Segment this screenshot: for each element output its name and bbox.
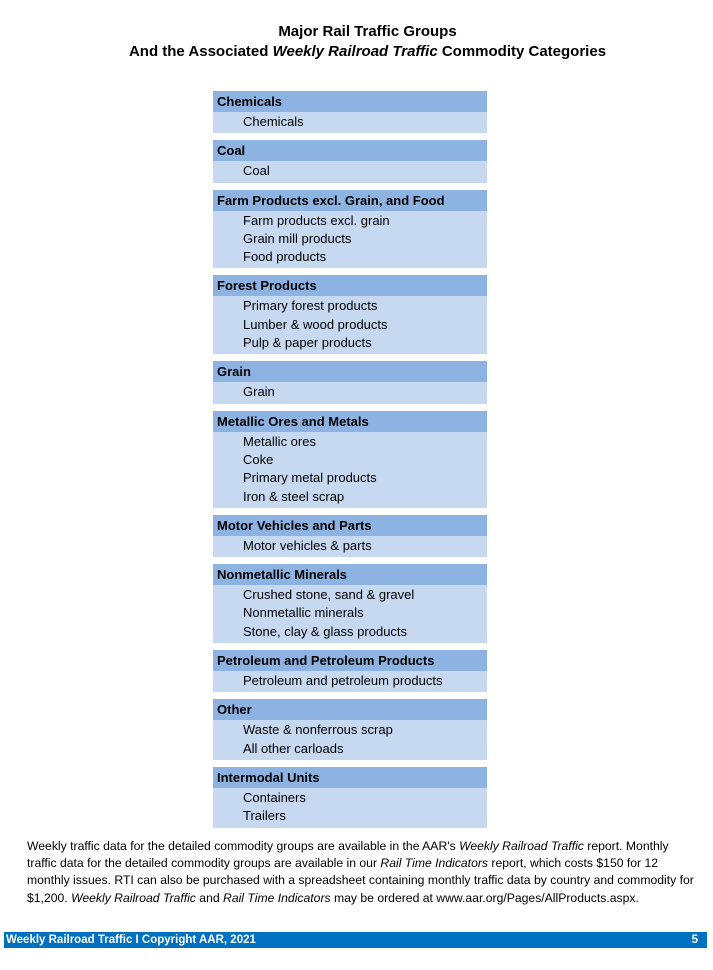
group-header: Metallic Ores and Metals [213,411,487,432]
group-items [213,382,487,403]
list-item: Containers [243,789,306,805]
list-item: Primary forest products [243,298,378,314]
list-item: Coal [243,163,270,179]
commodity-group [213,699,487,760]
group-header: Farm Products excl. Grain, and Food [213,190,487,211]
commodity-group [213,275,487,354]
group-header: Intermodal Units [213,767,487,788]
title-line-2 [0,42,713,62]
footnote-italic-2: Rail Time Indicators [380,856,489,871]
group-items [213,585,487,643]
footer-copyright: Weekly Railroad Traffic I Copyright AAR, 2021 [6,934,256,946]
commodity-group [213,361,487,403]
group-header: Other [213,699,487,720]
title-line-2-suffix: Commodity Categories [437,43,607,60]
group-header: Nonmetallic Minerals [213,564,487,585]
group-items [213,296,487,354]
footnote-text-1: Weekly traffic data for the detailed commodity groups are available in the AAR's [27,839,460,853]
page-title [0,22,713,62]
footnote-text-3: report, which costs $150 for 12 monthly issues. RTI can also be purchased with a spreadsheet containing monthly traffic data by country and commodity for $1,200. [27,856,694,905]
commodity-group [213,767,487,828]
commodity-group [213,140,487,182]
group-items [213,432,487,508]
footnote-text-4: and [195,890,224,905]
group-header: Petroleum and Petroleum Products [213,650,487,671]
list-item: Nonmetallic minerals [243,605,364,621]
list-item: Farm products excl. grain [243,212,390,228]
list-item: Coke [243,451,274,467]
group-header: Chemicals [213,91,487,112]
list-item: Petroleum and petroleum products [243,673,443,689]
commodity-group [213,411,487,508]
list-item: Primary metal products [243,470,377,486]
footnote-italic-4: Rail Time Indicators [223,890,331,905]
list-item: Iron & steel scrap [243,488,345,504]
title-line-2-italic: Weekly Railroad Traffic [272,43,438,60]
group-header: Grain [213,361,487,382]
list-item: Food products [243,249,327,265]
commodity-group [213,190,487,269]
group-items [213,112,487,133]
page-number: 5 [691,934,698,946]
group-header: Coal [213,140,487,161]
title-line-2-prefix: And the Associated [128,43,273,60]
group-items [213,211,487,269]
commodity-group [213,91,487,133]
list-item: Waste & nonferrous scrap [243,722,393,738]
commodity-groups-table [213,91,487,835]
list-item: Trailers [243,808,286,824]
list-item: Grain mill products [243,230,352,246]
group-items [213,536,487,557]
commodity-group [213,650,487,692]
list-item: All other carloads [243,740,344,756]
group-header: Forest Products [213,275,487,296]
group-items [213,161,487,182]
list-item: Lumber & wood products [243,316,388,332]
page-footer [4,932,707,948]
title-line-1: Major Rail Traffic Groups [278,23,457,40]
list-item: Chemicals [243,114,304,129]
commodity-group [213,564,487,643]
list-item: Stone, clay & glass products [243,623,408,639]
footnote-text-5: may be ordered at www.aar.org/Pages/AllProducts.aspx. [330,890,639,905]
list-item: Pulp & paper products [243,335,372,351]
footnote-italic-3: Weekly Railroad Traffic [71,890,196,905]
footnote-italic-1: Weekly Railroad Traffic [459,839,584,853]
list-item: Motor vehicles & parts [243,537,372,553]
group-header: Motor Vehicles and Parts [213,515,487,536]
commodity-group [213,515,487,557]
group-items [213,788,487,828]
footnote [27,838,697,907]
list-item: Grain [243,384,275,400]
list-item: Crushed stone, sand & gravel [243,587,415,603]
list-item: Metallic ores [243,433,316,449]
group-items [213,671,487,692]
group-items [213,720,487,760]
footnote-text-2: report. Monthly traffic data for the detailed commodity groups are available in our [27,839,669,871]
